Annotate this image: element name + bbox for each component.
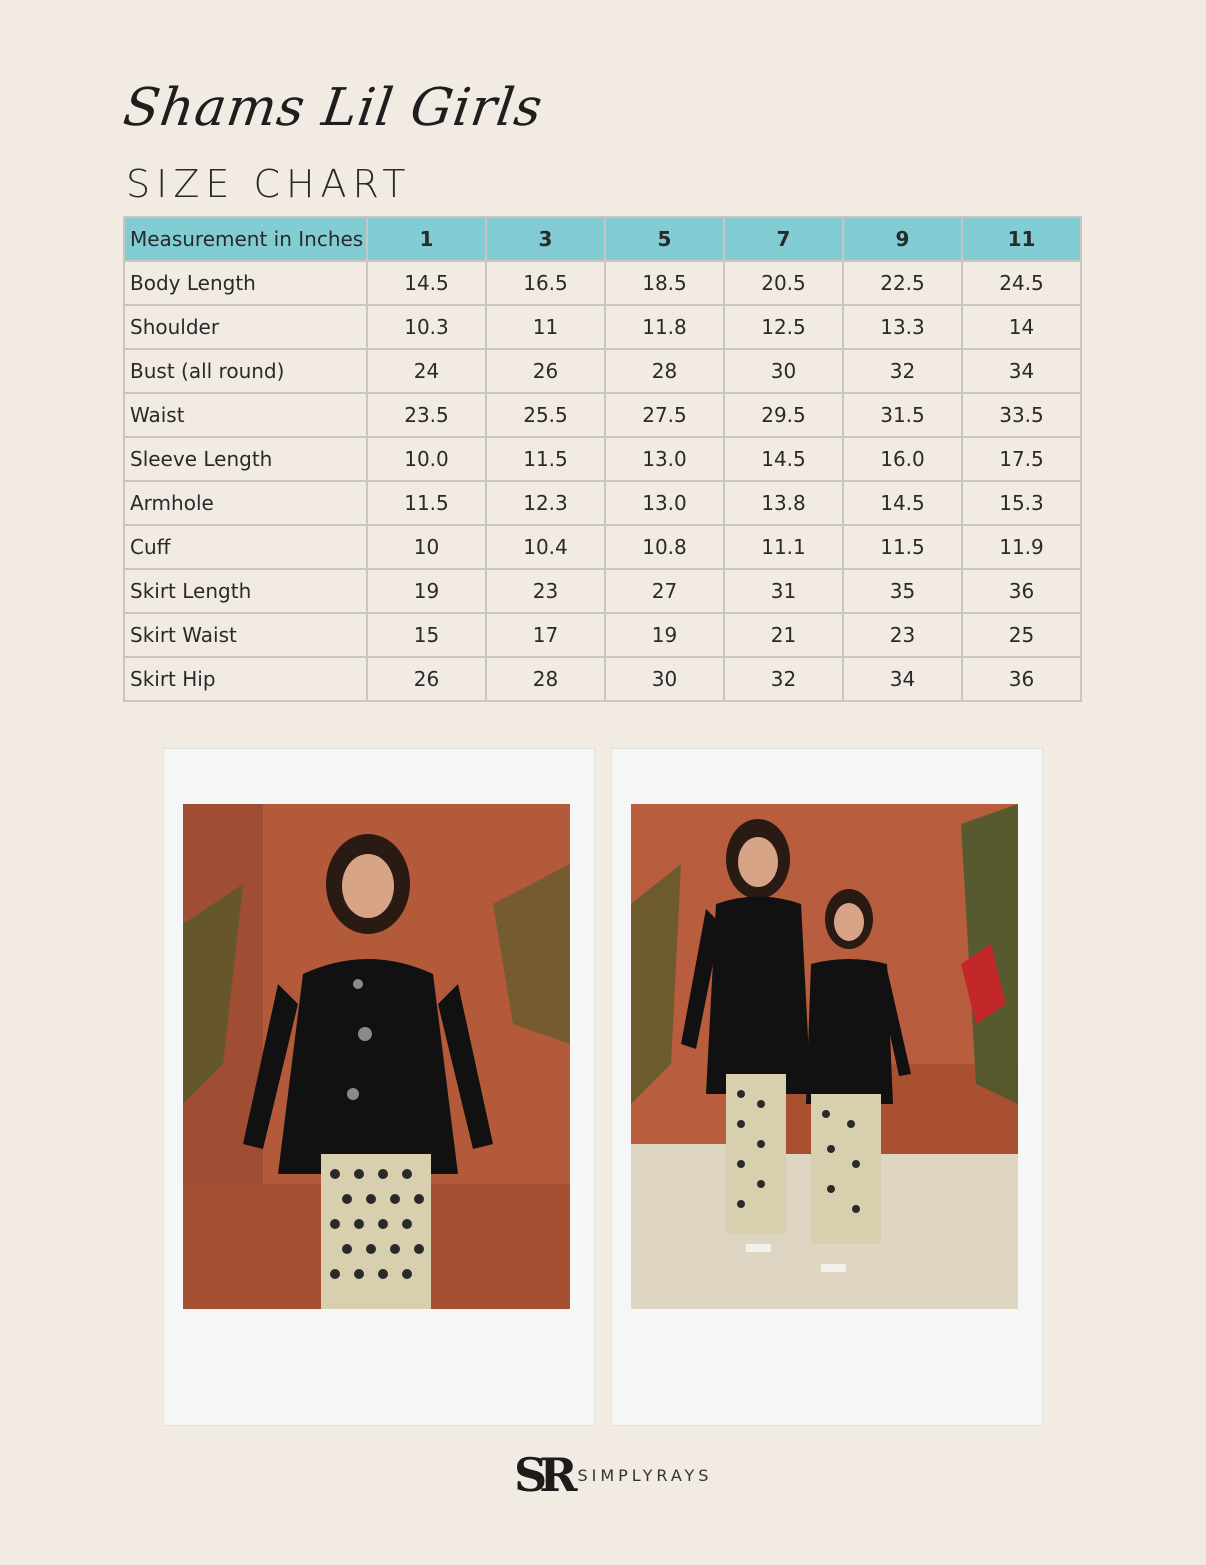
brand-mark-icon: SR: [514, 1448, 570, 1502]
measurement-label: Cuff: [124, 525, 367, 569]
measurement-value: 36: [962, 657, 1081, 701]
measurement-value: 20.5: [724, 261, 843, 305]
measurement-value: 23: [486, 569, 605, 613]
measurement-value: 26: [367, 657, 486, 701]
table-row: [124, 481, 1081, 525]
measurement-value: 29.5: [724, 393, 843, 437]
measurement-value: 28: [605, 349, 724, 393]
measurement-value: 11.5: [367, 481, 486, 525]
measurement-value: 24: [367, 349, 486, 393]
photo-frame-left: [163, 748, 595, 1426]
size-header-cell: 11: [962, 217, 1081, 261]
measurement-value: 14.5: [843, 481, 962, 525]
measurement-value: 14.5: [724, 437, 843, 481]
measurement-label: Bust (all round): [124, 349, 367, 393]
measurement-value: 31.5: [843, 393, 962, 437]
size-header-cell: 5: [605, 217, 724, 261]
table-row: [124, 393, 1081, 437]
product-photo-girl: [183, 804, 570, 1309]
size-header-cell: 9: [843, 217, 962, 261]
measurement-label: Skirt Length: [124, 569, 367, 613]
measurement-value: 25.5: [486, 393, 605, 437]
measurement-value: 11.1: [724, 525, 843, 569]
measurement-value: 11.8: [605, 305, 724, 349]
measurement-value: 19: [367, 569, 486, 613]
measurement-value: 13.0: [605, 437, 724, 481]
brand-name: SIMPLYRAYS: [577, 1465, 713, 1485]
measurement-value: 32: [843, 349, 962, 393]
measurement-value: 19: [605, 613, 724, 657]
measurement-label: Armhole: [124, 481, 367, 525]
table-row: [124, 525, 1081, 569]
measurement-value: 30: [724, 349, 843, 393]
measurement-label: Skirt Hip: [124, 657, 367, 701]
measurement-value: 14.5: [367, 261, 486, 305]
measurement-value: 15.3: [962, 481, 1081, 525]
measurement-value: 16.0: [843, 437, 962, 481]
measurement-value: 13.8: [724, 481, 843, 525]
photo-frame-right: [611, 748, 1043, 1426]
measurement-value: 23: [843, 613, 962, 657]
measurement-value: 10.4: [486, 525, 605, 569]
measurement-label: Skirt Waist: [124, 613, 367, 657]
measurement-label: Body Length: [124, 261, 367, 305]
measurement-value: 18.5: [605, 261, 724, 305]
measurement-value: 31: [724, 569, 843, 613]
table-row: [124, 613, 1081, 657]
measurement-value: 10.8: [605, 525, 724, 569]
measurement-label: Sleeve Length: [124, 437, 367, 481]
measurement-value: 17: [486, 613, 605, 657]
header-label-cell: Measurement in Inches: [124, 217, 367, 261]
measurement-value: 34: [962, 349, 1081, 393]
measurement-value: 24.5: [962, 261, 1081, 305]
measurement-label: Waist: [124, 393, 367, 437]
size-chart-title: SIZE CHART: [126, 162, 412, 206]
measurement-value: 15: [367, 613, 486, 657]
table-row: [124, 657, 1081, 701]
measurement-value: 21: [724, 613, 843, 657]
measurement-value: 13.0: [605, 481, 724, 525]
table-row: [124, 569, 1081, 613]
product-photo-mother-daughter: [631, 804, 1018, 1309]
size-header-cell: 1: [367, 217, 486, 261]
measurement-label: Shoulder: [124, 305, 367, 349]
measurement-value: 11.9: [962, 525, 1081, 569]
measurement-value: 16.5: [486, 261, 605, 305]
size-header-cell: 3: [486, 217, 605, 261]
measurement-value: 27: [605, 569, 724, 613]
table-row: [124, 305, 1081, 349]
measurement-value: 10.0: [367, 437, 486, 481]
measurement-value: 12.5: [724, 305, 843, 349]
size-header-cell: 7: [724, 217, 843, 261]
measurement-value: 30: [605, 657, 724, 701]
measurement-value: 32: [724, 657, 843, 701]
measurement-value: 11: [486, 305, 605, 349]
table-row: [124, 437, 1081, 481]
measurement-value: 17.5: [962, 437, 1081, 481]
measurement-value: 27.5: [605, 393, 724, 437]
measurement-value: 28: [486, 657, 605, 701]
measurement-value: 26: [486, 349, 605, 393]
size-table: [123, 216, 1082, 702]
measurement-value: 14: [962, 305, 1081, 349]
measurement-value: 10.3: [367, 305, 486, 349]
measurement-value: 35: [843, 569, 962, 613]
measurement-value: 11.5: [843, 525, 962, 569]
measurement-value: 11.5: [486, 437, 605, 481]
measurement-value: 34: [843, 657, 962, 701]
measurement-value: 25: [962, 613, 1081, 657]
measurement-value: 13.3: [843, 305, 962, 349]
measurement-value: 12.3: [486, 481, 605, 525]
measurement-value: 36: [962, 569, 1081, 613]
measurement-value: 33.5: [962, 393, 1081, 437]
brand-logo: [514, 1448, 713, 1502]
table-row: [124, 261, 1081, 305]
measurement-value: 23.5: [367, 393, 486, 437]
table-header-row: [124, 217, 1081, 261]
measurement-value: 22.5: [843, 261, 962, 305]
script-title: Shams Lil Girls: [119, 78, 547, 138]
table-row: [124, 349, 1081, 393]
measurement-value: 10: [367, 525, 486, 569]
